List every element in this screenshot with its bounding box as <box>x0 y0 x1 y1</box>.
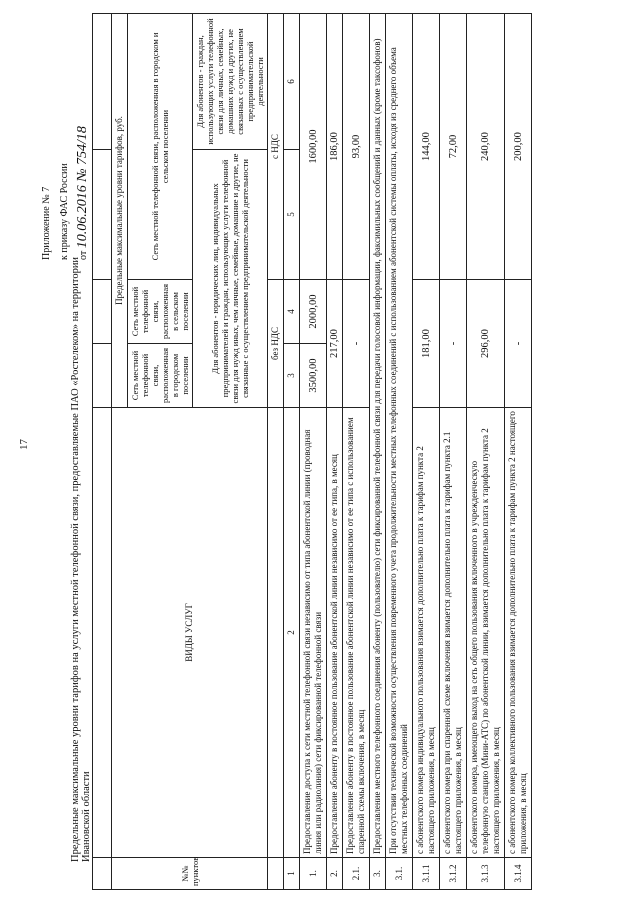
col3-header: Сеть местной телефонной связи, расположенная в городском поселении <box>128 344 193 408</box>
table-row: 3. Предоставление местного телефонного соединения абоненту (пользователю) сети фиксированной телефонной связи для передачи голосовой информации, факсимильных сообщений и данных (кроме таксофонов) <box>370 14 386 890</box>
table-row: 3.1.4 с абонентского номера коллективного пользования взимается дополнительно плата к тарифам пункта 2 настоящего приложения, в месяц - 200,00 <box>505 14 532 890</box>
col-index: 3 <box>284 344 300 408</box>
max-levels-header: Предельные максимальные уровни тарифов, руб. <box>112 14 128 408</box>
table-row: 3.1.3 с абонентского номера, имеющего выход на сеть общего пользования включенного в учрежденческую телефонную станцию (Мини-АТС) по абонентской линии, взимается дополнительно плата к тарифам пункта 2 настоящего приложения, в месяц 296,00 240,00 <box>467 14 505 890</box>
col-index: 1 <box>284 858 300 890</box>
num-column-header: №№ пунктов <box>112 858 268 890</box>
table-row: 3.1.1 с абонентского номера индивидуального пользования взимается дополнительно плата к тарифам пункта 2 настоящего приложения, в месяц 181,00 144,00 <box>413 14 440 890</box>
with-vat-label: с НДС <box>268 14 284 280</box>
table-row: 3.1.2 с абонентского номера при спаренной схеме включения взимается дополнительно плата к тарифам пункта 2.1 настоящего приложения, в месяц - 72,00 <box>440 14 467 890</box>
order-date: от 10.06.2016 № 754/18 <box>75 126 90 260</box>
tariff-table <box>92 14 532 890</box>
table-row: 3.1. При отсутствии технической возможности осуществления повременного учета продолжительности местных телефонных соединений с использованием абонентской системы оплаты, исходя из среднего объема местных телефонных соединений <box>386 14 413 890</box>
table-row: 2.1. Предоставление абоненту в постоянное пользование абонентской линии независимо от ее типа с использованием спаренной схемы включения, в месяц - 93,00 <box>343 14 370 890</box>
col-index: 4 <box>284 280 300 344</box>
order-label: к приказу ФАС России <box>59 163 70 260</box>
handwritten-date: 10.06.2016 № 754/18 <box>75 126 90 249</box>
appendix-label: Приложение № 7 <box>41 186 52 260</box>
rotated-document <box>34 12 630 892</box>
service-column-header: ВИДЫ УСЛУГ <box>112 408 268 858</box>
col-index: 5 <box>284 150 300 280</box>
appendix-header <box>38 20 93 260</box>
table-row: 2. Предоставление абоненту в постоянное пользование абонентской линии независимо от ее типа, в месяц 217,00 186,00 <box>327 14 343 890</box>
without-vat-label: без НДС <box>268 280 284 408</box>
col-index: 6 <box>284 14 300 150</box>
citizens-header: Для абонентов - граждан, использующих услуги телефонной связи для личных, семейных, домашних нужд и других, не связанных с осуществлением предпринимательской деятельности <box>193 14 268 150</box>
page-number: 17 <box>18 439 30 450</box>
col4-header: Сеть местной телефонной связи, расположенная в сельском поселении <box>128 280 193 344</box>
legal-entities-header: Для абонентов - юридических лиц, индивидуальных предпринимателей и граждан, использующих услуги телефонной связи для нужд иных, чем личные, семейные, домашние и другие, не связанные с осуществлением предпринимательской деятельности <box>193 150 268 408</box>
col56-header: Сеть местной телефонной связи, расположенная в городском и сельском поселении <box>128 14 193 280</box>
document-title: Предельные максимальные уровни тарифов на услуги местной телефонной связи, предоставляемые ПАО «Ростелеком» на территории Ивановской области <box>70 256 92 862</box>
table-row: 1. Предоставление доступа к сети местной телефонной связи независимо от типа абонентской линии (проводная линия или радиолиния) сети фиксированной телефонной связи 3500,00 2000,00 1600,00 <box>300 14 327 890</box>
col-index: 2 <box>284 408 300 858</box>
